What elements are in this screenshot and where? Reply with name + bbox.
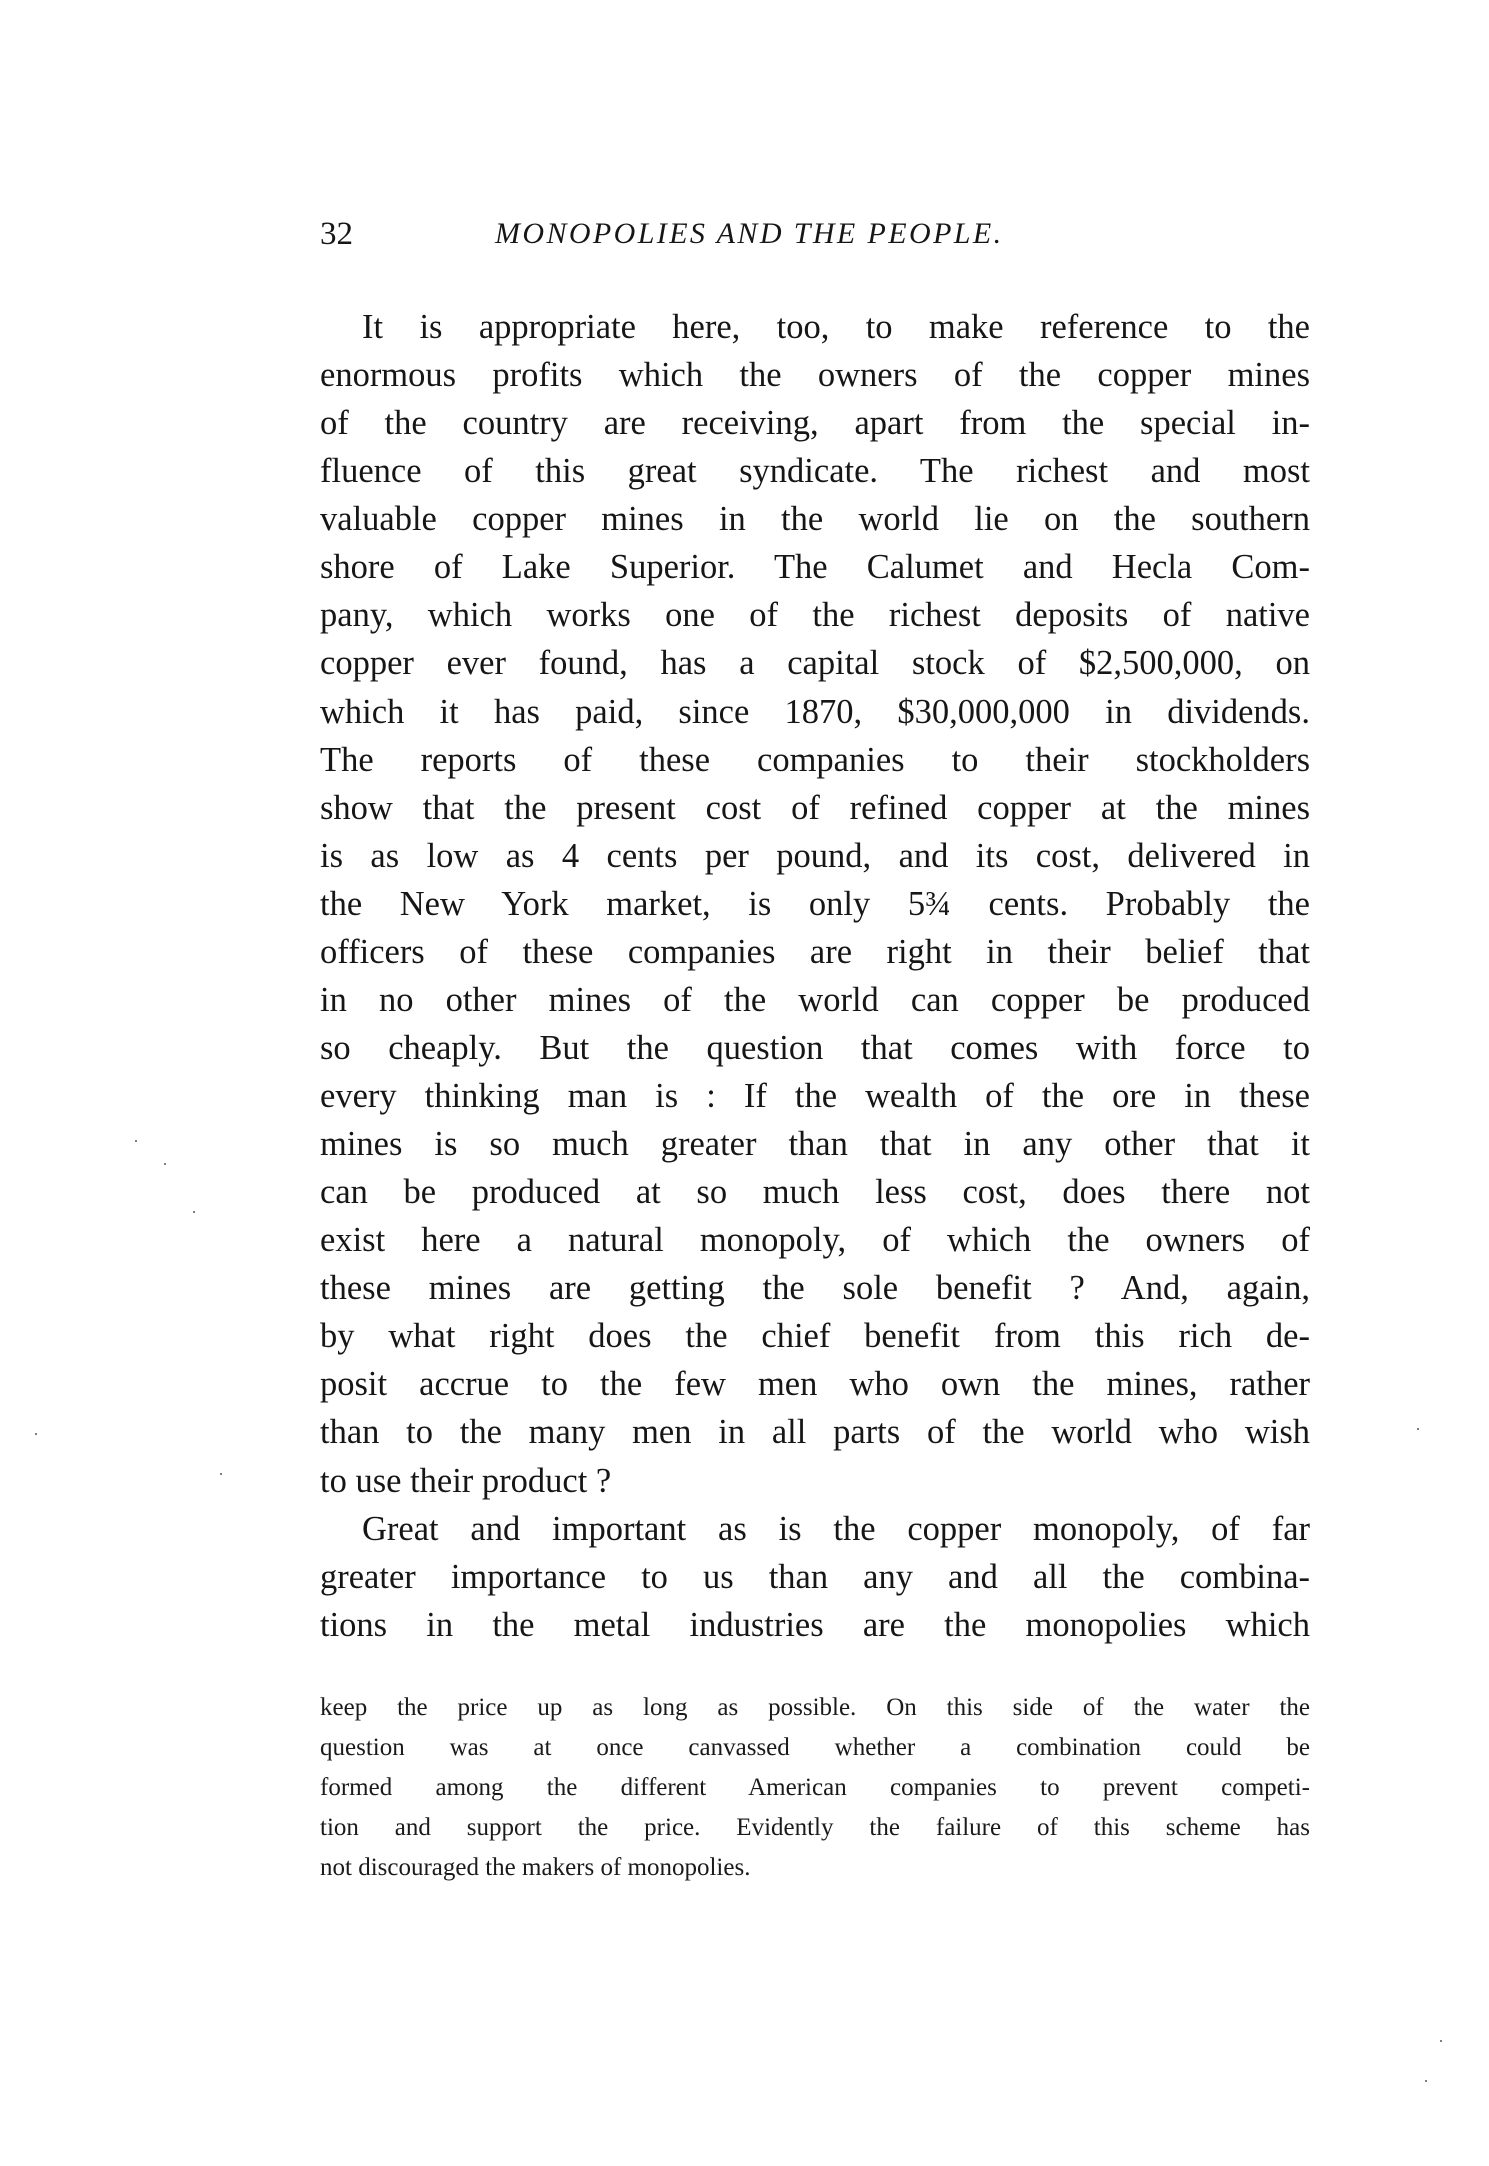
text-line: is as low as 4 cents per pound, and its cost, delivered in (320, 836, 1310, 875)
text-line: tions in the metal industries are the monopolies which (320, 1605, 1310, 1644)
text-line: shore of Lake Superior. The Calumet and Hecla Com- (320, 548, 1310, 587)
footnote (320, 1688, 1310, 1888)
text-line: of the country are receiving, apart from the special in- (320, 404, 1310, 443)
running-head (320, 212, 1310, 256)
text-line: exist here a natural monopoly, of which the owners of (320, 1221, 1310, 1260)
text-line: show that the present cost of refined copper at the mines (320, 788, 1310, 827)
text-line: which it has paid, since 1870, $30,000,000 in dividends. (320, 692, 1310, 731)
text-line: can be produced at so much less cost, does there not (320, 1173, 1310, 1212)
text-line: mines is so much greater than that in any other that it (320, 1125, 1310, 1164)
footnote-line: tion and support the price. Evidently the failure of this scheme has (320, 1814, 1310, 1841)
page-number: 32 (320, 216, 353, 252)
scan-speck (135, 1140, 137, 1142)
text-line: pany, which works one of the richest deposits of native (320, 596, 1310, 635)
text-line: every thinking man is : If the wealth of the ore in these (320, 1077, 1310, 1115)
text-line: than to the many men in all parts of the world who wish (320, 1413, 1310, 1452)
text-line: valuable copper mines in the world lie on the southern (320, 500, 1310, 539)
running-title: MONOPOLIES AND THE PEOPLE. (495, 217, 1004, 250)
text-line: copper ever found, has a capital stock of $2,500,000, on (320, 644, 1310, 683)
footnote-line: question was at once canvassed whether a combination could be (320, 1734, 1310, 1761)
scan-speck (220, 1473, 222, 1475)
footnote-line: keep the price up as long as possible. On this side of the water the (320, 1694, 1310, 1721)
scan-speck (193, 1211, 195, 1213)
text-line: It is appropriate here, too, to make reference to the (362, 308, 1310, 346)
text-line: to use their product ? (320, 1461, 612, 1500)
text-line: by what right does the chief benefit from this rich de- (320, 1317, 1310, 1356)
body-text (320, 303, 1310, 1649)
text-line: enormous profits which the owners of the copper mines (320, 356, 1310, 395)
text-line: Great and important as is the copper monopoly, of far (362, 1509, 1310, 1548)
text-line: fluence of this great syndicate. The richest and most (320, 452, 1310, 491)
footnote-line: formed among the different American companies to prevent competi- (320, 1774, 1310, 1801)
text-line: officers of these companies are right in their belief that (320, 932, 1310, 971)
scan-speck (164, 1163, 166, 1165)
scan-speck (1440, 2040, 1442, 2042)
text-line: posit accrue to the few men who own the mines, rather (320, 1365, 1310, 1404)
text-line: in no other mines of the world can copper be produced (320, 980, 1310, 1019)
text-line: so cheaply. But the question that comes with force to (320, 1028, 1310, 1067)
scan-speck (1417, 1428, 1419, 1430)
text-line: the New York market, is only 5¾ cents. Probably the (320, 884, 1310, 923)
text-line: these mines are getting the sole benefit ? And, again, (320, 1269, 1310, 1308)
text-line: greater importance to us than any and all the combina- (320, 1557, 1310, 1596)
text-line: The reports of these companies to their stockholders (320, 740, 1310, 779)
scan-speck (1425, 2080, 1427, 2082)
scan-speck (35, 1433, 37, 1435)
footnote-line: not discouraged the makers of monopolies. (320, 1854, 751, 1881)
